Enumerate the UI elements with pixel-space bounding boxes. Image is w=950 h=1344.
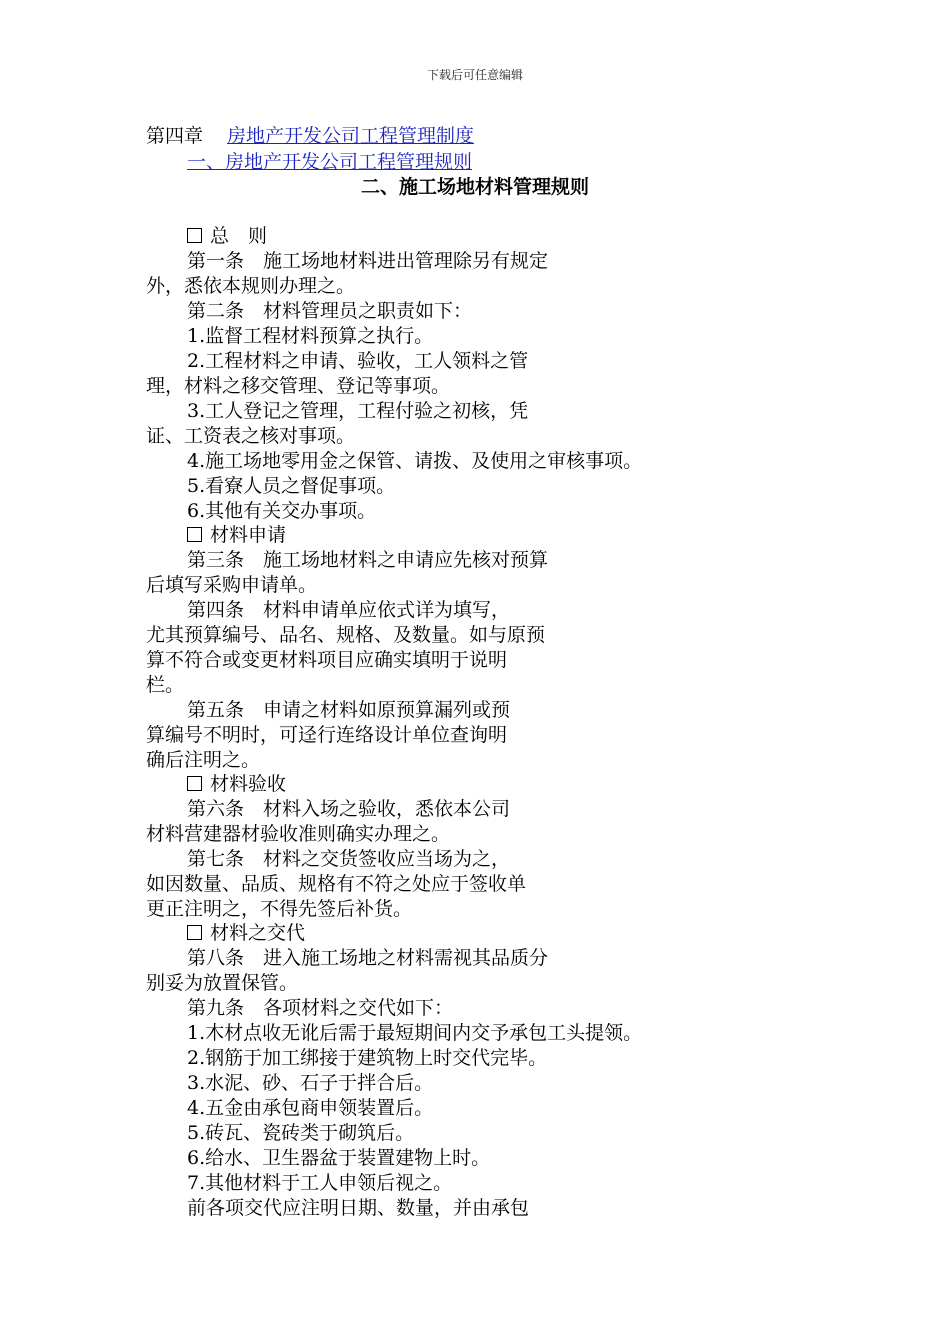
article-5-cont-2: 确后注明之。 xyxy=(146,749,261,771)
item-2: 2.工程材料之申请、验收，工人领料之管 xyxy=(187,350,529,372)
article-4: 第四条 材料申请单应依式详为填写， xyxy=(187,599,511,621)
article-9: 第九条 各项材料之交代如下： xyxy=(187,997,454,1019)
handover-item-7: 7.其他材料于工人申领后视之。 xyxy=(187,1172,453,1194)
heading-apply: 材料申请 xyxy=(187,524,286,546)
article-7-cont-2: 更正注明之，不得先签后补货。 xyxy=(146,898,413,920)
page-header: 下载后可任意编辑 xyxy=(426,68,523,82)
article-1: 第一条 施工场地材料进出管理除另有规定 xyxy=(187,250,549,272)
item-3: 3.工人登记之管理，工程付验之初核，凭 xyxy=(187,400,529,422)
article-4-cont-2: 算不符合或变更材料项目应确实填明于说明 xyxy=(146,649,508,671)
checkbox-icon xyxy=(187,925,202,940)
heading-handover: 材料之交代 xyxy=(187,922,305,944)
article-7: 第七条 材料之交货签收应当场为之， xyxy=(187,848,511,870)
chapter-line xyxy=(146,125,474,147)
article-6: 第六条 材料入场之验收，悉依本公司 xyxy=(187,798,511,820)
article-1-cont: 外，悉依本规则办理之。 xyxy=(146,275,356,297)
heading-receive: 材料验收 xyxy=(187,773,286,795)
checkbox-icon xyxy=(187,228,202,243)
handover-item-1: 1.木材点收无讹后需于最短期间内交予承包工头提领。 xyxy=(187,1022,643,1044)
article-4-cont-3: 栏。 xyxy=(146,674,185,696)
handover-item-6: 6.给水、卫生器盆于装置建物上时。 xyxy=(187,1147,491,1169)
handover-item-4: 4.五金由承包商申领装置后。 xyxy=(187,1097,434,1119)
article-5-cont-1: 算编号不明时，可迳行连络设计单位查询明 xyxy=(146,724,508,746)
checkbox-icon xyxy=(187,776,202,791)
chapter-label: 第四章 xyxy=(146,125,204,147)
checkbox-icon xyxy=(187,527,202,542)
article-8: 第八条 进入施工场地之材料需视其品质分 xyxy=(187,947,549,969)
item-4: 4.施工场地零用金之保管、请拨、及使用之审核事项。 xyxy=(187,450,643,472)
handover-item-3: 3.水泥、砂、石子于拌合后。 xyxy=(187,1072,434,1094)
article-5: 第五条 申请之材料如原预算漏列或预 xyxy=(187,699,511,721)
handover-note: 前各项交代应注明日期、数量，并由承包 xyxy=(187,1197,530,1219)
heading-general: 总 则 xyxy=(187,225,267,247)
item-2-cont: 理，材料之移交管理、登记等事项。 xyxy=(146,375,451,397)
chapter-link[interactable]: 房地产开发公司工程管理制度 xyxy=(227,125,475,147)
article-3: 第三条 施工场地材料之申请应先核对预算 xyxy=(187,549,549,571)
section-1-link[interactable]: 一、房地产开发公司工程管理规则 xyxy=(187,151,473,173)
article-2: 第二条 材料管理员之职责如下： xyxy=(187,300,473,322)
article-7-cont-1: 如因数量、品质、规格有不符之处应于签收单 xyxy=(146,873,527,895)
section-heading: 二、施工场地材料管理规则 xyxy=(360,176,589,198)
article-4-cont-1: 尤其预算编号、品名、规格、及数量。如与原预 xyxy=(146,624,546,646)
item-6: 6.其他有关交办事项。 xyxy=(187,500,377,522)
item-1: 1.监督工程材料预算之执行。 xyxy=(187,325,434,347)
article-6-cont: 材料营建器材验收准则确实办理之。 xyxy=(146,823,451,845)
article-3-cont: 后填写采购申请单。 xyxy=(146,574,318,596)
section-link-line xyxy=(187,151,472,173)
handover-item-5: 5.砖瓦、瓷砖类于砌筑后。 xyxy=(187,1122,415,1144)
handover-item-2: 2.钢筋于加工绑接于建筑物上时交代完毕。 xyxy=(187,1047,548,1069)
item-5: 5.看寮人员之督促事项。 xyxy=(187,475,396,497)
item-3-cont: 证、工资表之核对事项。 xyxy=(146,425,356,447)
article-8-cont: 别妥为放置保管。 xyxy=(146,972,299,994)
